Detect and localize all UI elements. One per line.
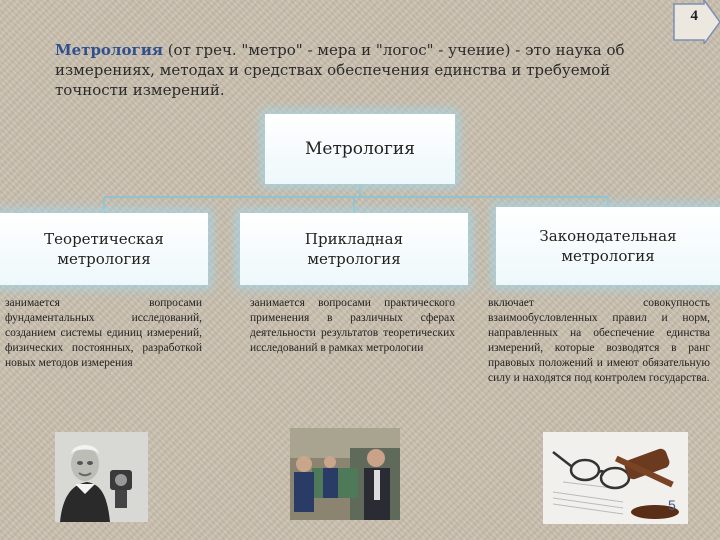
gavel-photo [543, 432, 688, 524]
definition-term: Метрология [55, 41, 163, 59]
workers-photo [290, 428, 400, 520]
branch-box-theoretical [0, 213, 208, 285]
root-box-metrology [265, 114, 455, 184]
page-number: 5 [668, 497, 676, 513]
branch-title-applied: Прикладная метрология [304, 230, 404, 268]
branch-desc-theoretical: занимается вопросами фундаментальных исследований, созданием системы единиц измерений, физических постоянных, разработкой новых методов измерения [5, 297, 202, 369]
branch-desc-applied: занимается вопросами практического применения в различных сферах деятельности результатов теоретических исследований в рамках метрологии [250, 297, 455, 354]
corner-slide-number: 4 [690, 8, 698, 24]
branch-box-applied [240, 213, 468, 285]
branch-desc-legal: включает совокупность взаимообусловленных правил и норм, направленных на обеспечение единства измерений, которые возводятся в ранг правовых положений и имеют обязательную силу и находятся под контролем государства. [488, 297, 710, 384]
root-box-label: Метрология [305, 139, 415, 159]
branch-box-legal [496, 207, 720, 285]
definition-text: (от греч. "метро" - мера и "логос" - учение) - это наука об измерениях, методах и средствах обеспечения единства и требуемой точности измерений. [55, 41, 625, 99]
branch-title-legal: Законодательная метрология [539, 227, 677, 265]
portrait-photo [55, 432, 148, 522]
branch-title-theoretical: Теоретическая метрология [44, 230, 164, 268]
